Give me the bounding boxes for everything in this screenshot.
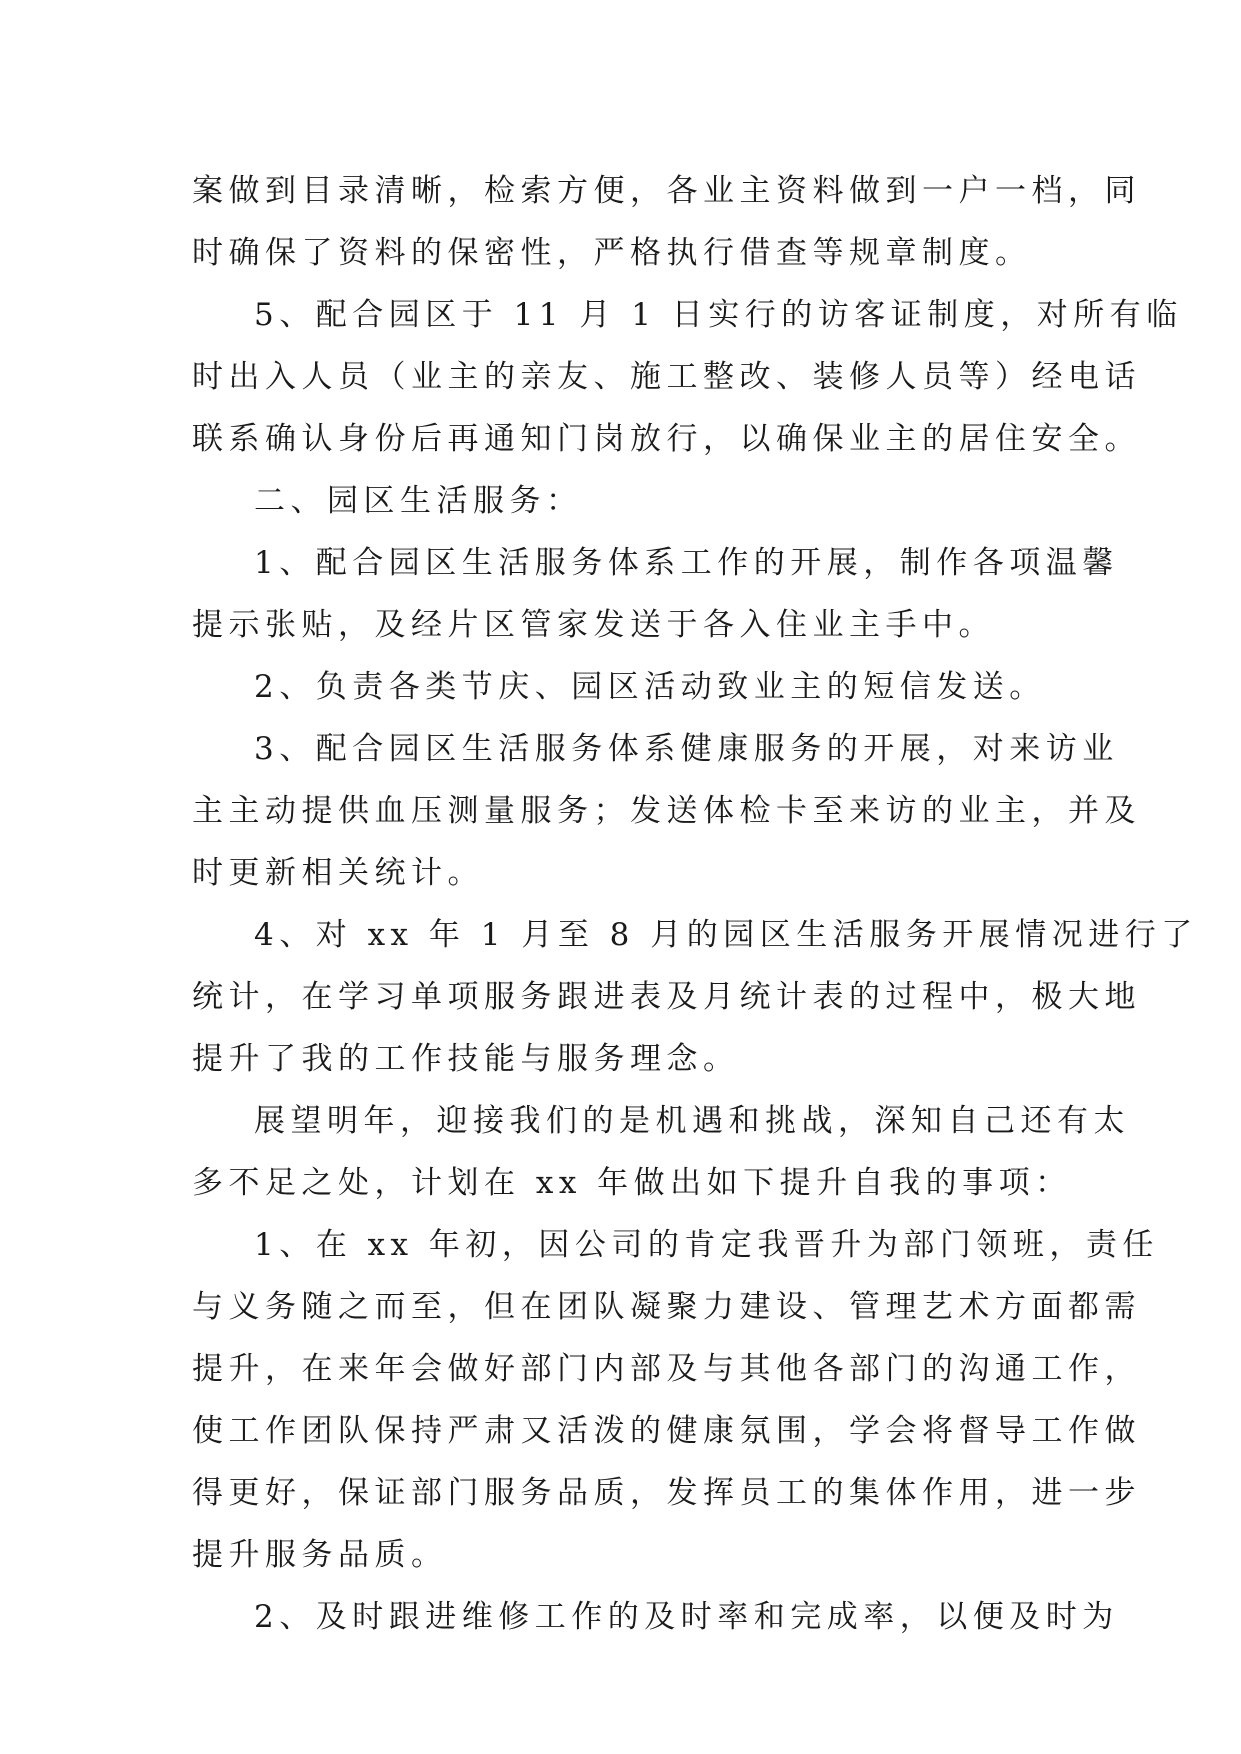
document-page [192,160,1198,1648]
text-line: 1、在 xx 年初，因公司的肯定我晋升为部门领班，责任 [254,1227,1159,1263]
text-line: 5、配合园区于 11 月 1 日实行的访客证制度，对所有临 [254,297,1183,333]
text-line: 使工作团队保持严肃又活泼的健康氛围，学会将督导工作做 [192,1413,1141,1449]
text-line: 得更好，保证部门服务品质，发挥员工的集体作用，进一步 [192,1475,1141,1511]
text-line: 4、对 xx 年 1 月至 8 月的园区生活服务开展情况进行了 [254,917,1198,953]
text-line: 主主动提供血压测量服务；发送体检卡至来访的业主，并及 [192,793,1141,829]
text-line: 3、配合园区生活服务体系健康服务的开展，对来访业 [254,731,1119,767]
section-heading: 二、园区生活服务： [254,483,583,519]
text-line: 时确保了资料的保密性，严格执行借查等规章制度。 [192,235,1032,271]
text-line: 提升了我的工作技能与服务理念。 [192,1041,740,1077]
text-line: 统计，在学习单项服务跟进表及月统计表的过程中，极大地 [192,979,1141,1015]
text-line: 2、及时跟进维修工作的及时率和完成率，以便及时为 [254,1599,1119,1635]
text-line: 时更新相关统计。 [192,855,484,891]
text-line: 提示张贴，及经片区管家发送于各入住业主手中。 [192,607,995,643]
text-line: 多不足之处，计划在 xx 年做出如下提升自我的事项： [192,1165,1072,1201]
text-line: 展望明年，迎接我们的是机遇和挑战，深知自己还有太 [254,1103,1130,1139]
text-line: 提升服务品质。 [192,1537,448,1573]
text-line: 1、配合园区生活服务体系工作的开展，制作各项温馨 [254,545,1119,581]
text-line: 时出入人员（业主的亲友、施工整改、装修人员等）经电话 [192,359,1141,395]
text-line: 2、负责各类节庆、园区活动致业主的短信发送。 [254,669,1046,705]
text-line: 提升，在来年会做好部门内部及与其他各部门的沟通工作， [192,1351,1141,1387]
text-line: 与义务随之而至，但在团队凝聚力建设、管理艺术方面都需 [192,1289,1141,1325]
text-line: 案做到目录清晰，检索方便，各业主资料做到一户一档，同 [192,173,1141,209]
text-line: 联系确认身份后再通知门岗放行，以确保业主的居住安全。 [192,421,1141,457]
